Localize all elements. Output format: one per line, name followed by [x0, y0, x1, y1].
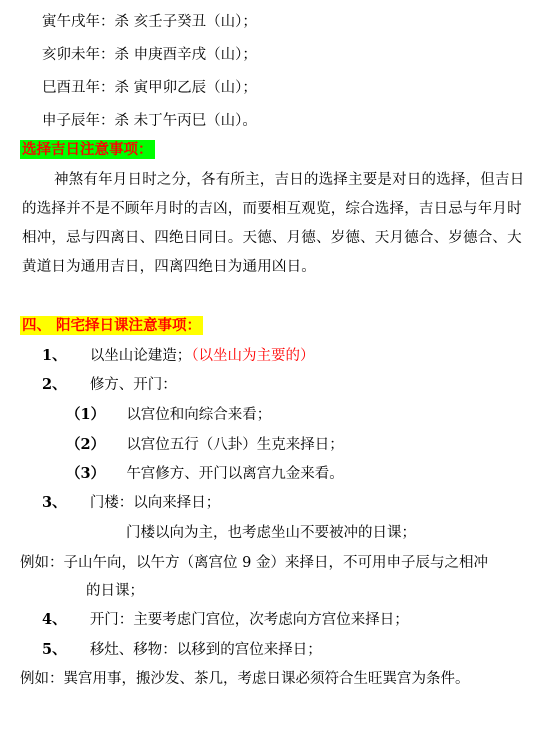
sub-item-3-number: （3）: [66, 465, 106, 482]
list-item-1-number: 1、: [42, 347, 67, 364]
list-item-3: [42, 493, 220, 513]
example-1-line-2: 的日课；: [86, 583, 144, 599]
sub-item-2: [66, 435, 344, 455]
list-item-1: [42, 346, 315, 366]
list-item-1-red-note: （以坐山为主要的）: [191, 348, 315, 364]
list-item-3-number: 3、: [42, 494, 67, 511]
sub-item-3-text: 午宫修方、开门以离宫九金来看。: [126, 466, 344, 482]
sub-item-2-number: （2）: [66, 436, 106, 453]
sub-item-1-text: 以宫位和向综合来看；: [126, 407, 272, 423]
sha-line-1: 寅午戌年：杀 亥壬子癸丑（山）；: [42, 14, 257, 30]
list-item-5: [42, 640, 322, 660]
sub-item-2-text: 以宫位五行（八卦）生克来择日；: [126, 437, 344, 453]
section-heading-jiri-text: 选择吉日注意事项：: [22, 141, 153, 158]
sub-item-1: [66, 405, 271, 425]
sub-item-3: [66, 464, 344, 484]
section-jiri-paragraph: 神煞有年月日时之分，各有所主，吉日的选择主要是对日的选择，但吉日的选择并不是不顾年月时的吉凶，而要相互观览，综合选择，吉日忌与年月时相冲，忌与四离日、四绝日同日。天德、月德、岁德、天月德合、岁德合、大黄道日为通用吉日，四离四绝日为通用凶日。: [22, 172, 525, 275]
sha-line-3: 巳酉丑年：杀 寅甲卯乙辰（山）；: [42, 80, 257, 96]
section-heading-yangzhai-text: 四、 阳宅择日课注意事项：: [22, 317, 202, 334]
list-item-5-text: 移灶、移物：以移到的宫位来择日；: [89, 642, 322, 658]
section-heading-jiri: [20, 140, 155, 160]
list-item-5-number: 5、: [42, 641, 67, 658]
list-item-4-text: 开门：主要考虑门宫位，次考虑向方宫位来择日；: [89, 612, 409, 628]
list-item-2-number: 2、: [42, 376, 67, 393]
list-item-3-note: 门楼以向为主，也考虑坐山不要被冲的日课；: [126, 525, 416, 541]
sha-line-4: 申子辰年：杀 未丁午丙巳（山）。: [42, 113, 257, 129]
sha-line-2: 亥卯未年：杀 申庚酉辛戌（山）；: [42, 47, 257, 63]
list-item-2: [42, 375, 177, 395]
list-item-2-text: 修方、开门：: [89, 377, 177, 393]
list-item-1-text: 以坐山论建造；: [89, 348, 192, 364]
sub-item-1-number: （1）: [66, 406, 106, 423]
example-2: 例如：巽宫用事，搬沙发、茶几，考虑日课必须符合生旺巽宫为条件。: [20, 671, 470, 687]
list-item-4-number: 4、: [42, 611, 67, 628]
section-heading-yangzhai: [20, 316, 203, 336]
example-1-line-1: 例如：子山午向，以午方（离宫位 9 金）来择日，不可用申子辰与之相冲: [20, 555, 488, 571]
list-item-3-text: 门楼：以向来择日；: [89, 495, 221, 511]
list-item-4: [42, 610, 409, 630]
